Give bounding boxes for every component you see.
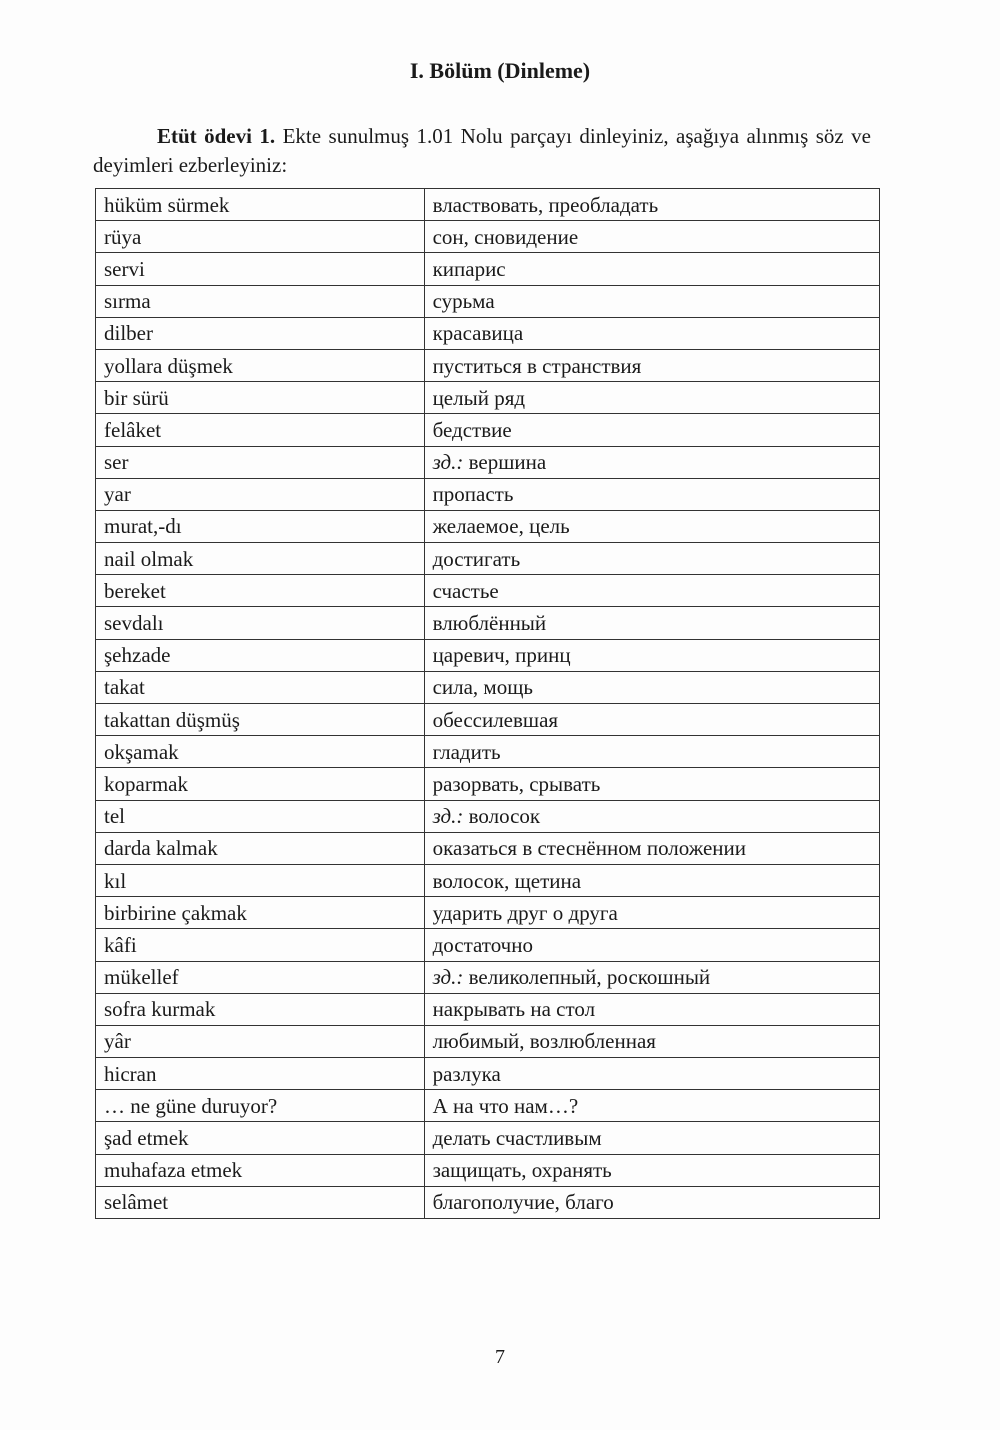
translation-text: делать счастливым — [432, 1126, 602, 1151]
russian-translation — [424, 671, 879, 703]
vocabulary-row — [96, 929, 880, 961]
translation-text: сурьма — [432, 289, 495, 314]
russian-translation — [424, 1186, 879, 1218]
page-number: 7 — [495, 1346, 505, 1368]
usage-note: зд.: — [432, 804, 464, 829]
russian-translation — [424, 414, 879, 446]
translation-text: гладить — [432, 739, 501, 764]
translation-text: счастье — [432, 578, 499, 603]
russian-translation — [424, 1122, 879, 1154]
exercise-label: Etüt ödevi 1. — [157, 124, 276, 148]
translation-text: сон, сновидение — [432, 224, 579, 249]
turkish-term: birbirine çakmak — [96, 897, 425, 929]
translation-text: накрывать на стол — [432, 997, 596, 1022]
vocabulary-row — [96, 768, 880, 800]
turkish-term: dilber — [96, 317, 425, 349]
turkish-term: darda kalmak — [96, 832, 425, 864]
translation-text: бедствие — [432, 417, 512, 442]
turkish-term: rüya — [96, 221, 425, 253]
vocabulary-row — [96, 253, 880, 285]
turkish-term: okşamak — [96, 736, 425, 768]
turkish-term: takat — [96, 671, 425, 703]
russian-translation — [424, 1025, 879, 1057]
vocabulary-table — [95, 188, 880, 1219]
russian-translation — [424, 929, 879, 961]
translation-text: пуститься в странствия — [432, 353, 642, 378]
russian-translation — [424, 575, 879, 607]
vocabulary-row — [96, 543, 880, 575]
vocabulary-row — [96, 800, 880, 832]
vocabulary-row — [96, 961, 880, 993]
vocabulary-row — [96, 285, 880, 317]
turkish-term: kıl — [96, 864, 425, 896]
russian-translation — [424, 1154, 879, 1186]
translation-text: желаемое, цель — [432, 514, 570, 539]
turkish-term: tel — [96, 800, 425, 832]
translation-text: разорвать, срывать — [432, 771, 601, 796]
translation-text: целый ряд — [432, 385, 526, 410]
turkish-term: şad etmek — [96, 1122, 425, 1154]
turkish-term: murat,-dı — [96, 510, 425, 542]
translation-text: любимый, возлюбленная — [432, 1029, 656, 1054]
russian-translation — [424, 285, 879, 317]
russian-translation — [424, 768, 879, 800]
russian-translation — [424, 382, 879, 414]
vocabulary-row — [96, 832, 880, 864]
vocabulary-row — [96, 478, 880, 510]
vocabulary-row — [96, 1154, 880, 1186]
turkish-term: ser — [96, 446, 425, 478]
translation-text: красавица — [432, 321, 524, 346]
vocabulary-row — [96, 993, 880, 1025]
usage-note: зд.: — [432, 965, 464, 990]
translation-text: обессилевшая — [432, 707, 559, 732]
turkish-term: bereket — [96, 575, 425, 607]
vocabulary-row — [96, 1122, 880, 1154]
turkish-term: felâket — [96, 414, 425, 446]
turkish-term: bir sürü — [96, 382, 425, 414]
exercise-text: Ekte sunulmuş 1.01 Nolu parçayı dinleyiniz, aşağıya alınmış söz ve deyimleri ezberleyiniz: — [93, 124, 871, 177]
vocabulary-row — [96, 382, 880, 414]
vocabulary-row — [96, 575, 880, 607]
translation-text: достаточно — [432, 932, 533, 957]
turkish-term: yâr — [96, 1025, 425, 1057]
russian-translation — [424, 832, 879, 864]
russian-translation — [424, 543, 879, 575]
vocabulary-row — [96, 349, 880, 381]
translation-text: достигать — [432, 546, 521, 571]
translation-text: волосок, щетина — [432, 868, 582, 893]
russian-translation — [424, 961, 879, 993]
turkish-term: … ne güne duruyor? — [96, 1090, 425, 1122]
russian-translation — [424, 189, 879, 221]
exercise-instructions — [93, 122, 871, 180]
turkish-term: mükellef — [96, 961, 425, 993]
vocabulary-row — [96, 317, 880, 349]
translation-text: вершина — [463, 450, 547, 475]
russian-translation — [424, 253, 879, 285]
vocabulary-row — [96, 221, 880, 253]
russian-translation — [424, 800, 879, 832]
turkish-term: servi — [96, 253, 425, 285]
turkish-term: koparmak — [96, 768, 425, 800]
vocabulary-row — [96, 1090, 880, 1122]
vocabulary-table-body — [96, 189, 880, 1219]
translation-text: оказаться в стеснённом положении — [432, 836, 747, 861]
section-title: I. Bölüm (Dinleme) — [409, 58, 591, 83]
russian-translation — [424, 607, 879, 639]
russian-translation — [424, 478, 879, 510]
turkish-term: muhafaza etmek — [96, 1154, 425, 1186]
vocabulary-row — [96, 446, 880, 478]
translation-text: пропасть — [432, 482, 514, 507]
vocabulary-row — [96, 510, 880, 542]
turkish-term: sırma — [96, 285, 425, 317]
vocabulary-row — [96, 897, 880, 929]
russian-translation — [424, 1090, 879, 1122]
translation-text: благополучие, благо — [432, 1190, 614, 1215]
turkish-term: kâfi — [96, 929, 425, 961]
translation-text: кипарис — [432, 256, 506, 281]
turkish-term: hüküm sürmek — [96, 189, 425, 221]
turkish-term: nail olmak — [96, 543, 425, 575]
vocabulary-row — [96, 671, 880, 703]
russian-translation — [424, 349, 879, 381]
turkish-term: sofra kurmak — [96, 993, 425, 1025]
vocabulary-row — [96, 607, 880, 639]
vocabulary-row — [96, 864, 880, 896]
russian-translation — [424, 897, 879, 929]
vocabulary-row — [96, 704, 880, 736]
russian-translation — [424, 864, 879, 896]
vocabulary-row — [96, 1058, 880, 1090]
translation-text: разлука — [432, 1061, 501, 1086]
translation-text: волосок — [463, 804, 541, 829]
translation-text: великолепный, роскошный — [463, 965, 711, 990]
russian-translation — [424, 1058, 879, 1090]
turkish-term: selâmet — [96, 1186, 425, 1218]
vocabulary-row — [96, 1025, 880, 1057]
russian-translation — [424, 221, 879, 253]
turkish-term: şehzade — [96, 639, 425, 671]
vocabulary-row — [96, 189, 880, 221]
translation-text: ударить друг о друга — [432, 900, 618, 925]
translation-text: царевич, принц — [432, 643, 571, 668]
turkish-term: takattan düşmüş — [96, 704, 425, 736]
vocabulary-row — [96, 736, 880, 768]
vocabulary-row — [96, 414, 880, 446]
russian-translation — [424, 446, 879, 478]
translation-text: сила, мощь — [432, 675, 533, 700]
vocabulary-row — [96, 639, 880, 671]
russian-translation — [424, 317, 879, 349]
vocabulary-row — [96, 1186, 880, 1218]
translation-text: властвовать, преобладать — [432, 192, 659, 217]
russian-translation — [424, 993, 879, 1025]
translation-text: А на что нам…? — [432, 1093, 579, 1118]
turkish-term: yar — [96, 478, 425, 510]
translation-text: защищать, охранять — [432, 1158, 612, 1183]
turkish-term: sevdalı — [96, 607, 425, 639]
translation-text: влюблённый — [432, 611, 547, 636]
turkish-term: yollara düşmek — [96, 349, 425, 381]
russian-translation — [424, 510, 879, 542]
russian-translation — [424, 639, 879, 671]
russian-translation — [424, 736, 879, 768]
russian-translation — [424, 704, 879, 736]
usage-note: зд.: — [432, 450, 464, 475]
turkish-term: hicran — [96, 1058, 425, 1090]
